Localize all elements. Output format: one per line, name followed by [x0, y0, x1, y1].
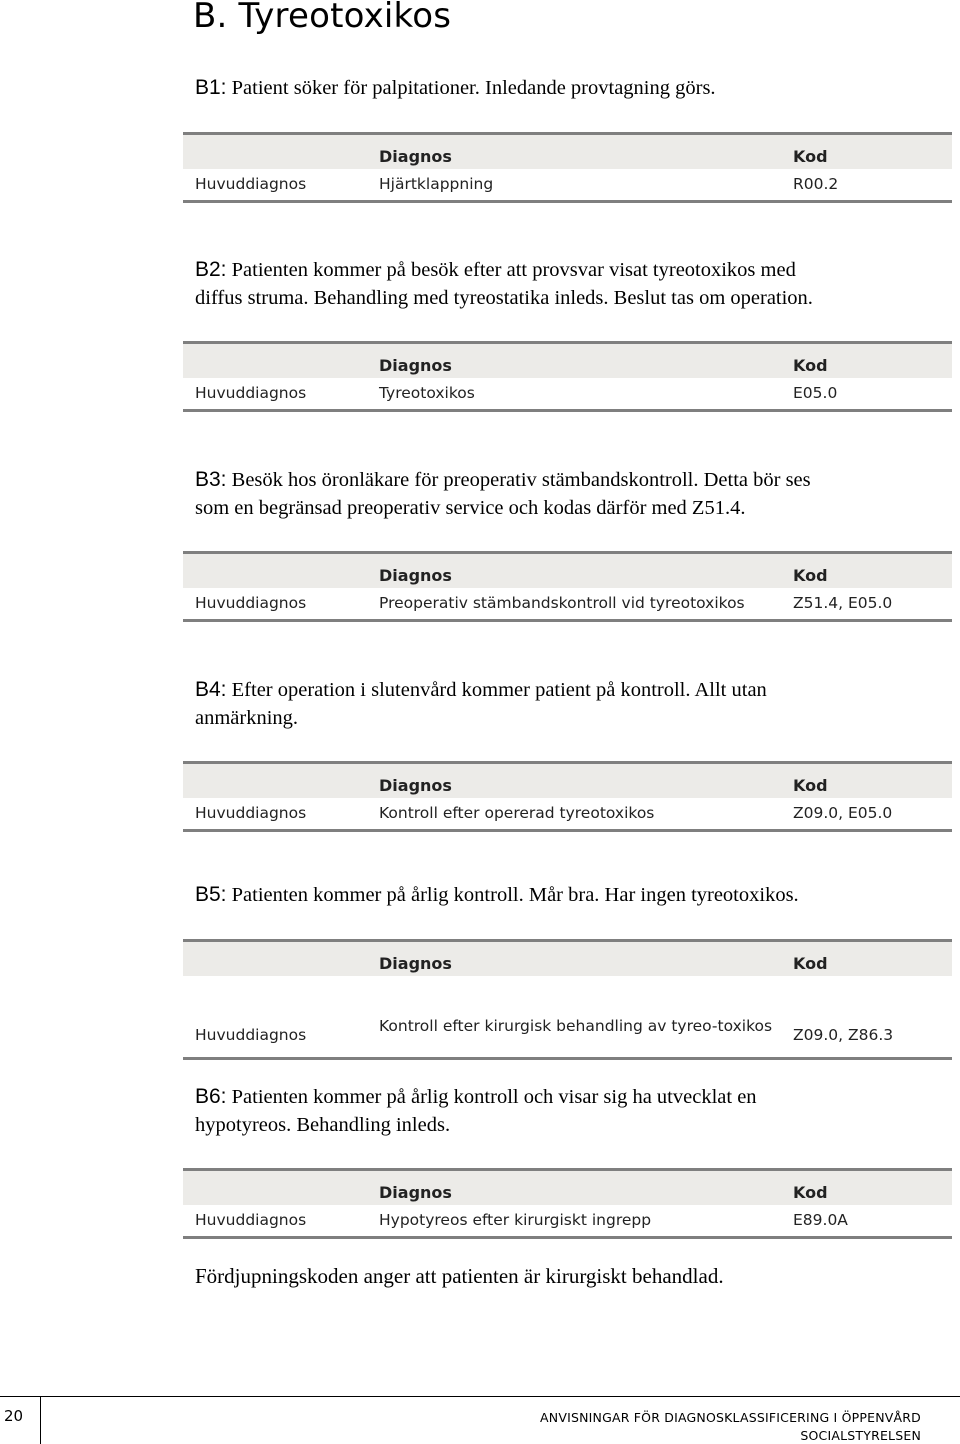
cell-type: Huvuddiagnos [195, 594, 307, 612]
cell-type: Huvuddiagnos [195, 1211, 307, 1229]
diagnosis-table-b2 [183, 341, 952, 412]
cell-diagnos: Preoperativ stämbandskontroll vid tyreotoxikos [379, 594, 745, 612]
case-text-line2: hypotyreos. Behandling inleds. [195, 1114, 451, 1136]
case-b5 [195, 881, 915, 909]
cell-kod: Z09.0, Z86.3 [793, 1026, 894, 1044]
case-text: Patienten kommer på årlig kontroll. Mår bra. Har ingen tyreotoxikos. [231, 884, 799, 906]
diagnosis-table-b3 [183, 551, 952, 622]
case-code: B6: [195, 1085, 227, 1108]
cell-diagnos: Kontroll efter kirurgisk behandling av tyreo-toxikos [379, 1017, 773, 1035]
case-text: Patient söker för palpitationer. Inledande provtagning görs. [231, 77, 716, 99]
cell-kod: Z09.0, E05.0 [793, 804, 893, 822]
footer-divider [0, 1396, 960, 1397]
header-kod: Kod [793, 566, 828, 585]
cell-diagnos: Hjärtklappning [379, 175, 494, 193]
cell-type: Huvuddiagnos [195, 804, 307, 822]
cell-kod: Z51.4, E05.0 [793, 594, 893, 612]
table-row [183, 1205, 952, 1239]
cell-type: Huvuddiagnos [195, 384, 307, 402]
table-header [183, 132, 952, 169]
table-row [183, 378, 952, 412]
table-header [183, 341, 952, 378]
footer-document-title: ANVISNINGAR FÖR DIAGNOSKLASSIFICERING I ÖPPENVÅRD [540, 1410, 921, 1425]
table-row [183, 588, 952, 622]
case-text-line1: Efter operation i slutenvård kommer patient på kontroll. Allt utan [231, 679, 767, 701]
header-diagnos: Diagnos [379, 147, 452, 166]
header-diagnos: Diagnos [379, 954, 452, 973]
case-b2 [195, 256, 915, 312]
table-header [183, 551, 952, 588]
case-b4 [195, 676, 915, 732]
case-b1 [195, 74, 915, 102]
cell-kod: R00.2 [793, 175, 839, 193]
case-b3 [195, 466, 915, 522]
header-kod: Kod [793, 954, 828, 973]
case-b6 [195, 1083, 915, 1139]
page-number: 20 [4, 1407, 24, 1425]
diagnosis-table-b6 [183, 1168, 952, 1239]
header-diagnos: Diagnos [379, 1183, 452, 1202]
header-diagnos: Diagnos [379, 776, 452, 795]
case-code: B4: [195, 678, 227, 701]
case-code: B5: [195, 883, 227, 906]
case-text-line2: anmärkning. [195, 707, 299, 729]
table-header [183, 1168, 952, 1205]
case-code: B2: [195, 258, 227, 281]
case-text-line1: Patienten kommer på besök efter att provsvar visat tyreotoxikos med [231, 259, 796, 281]
header-kod: Kod [793, 356, 828, 375]
cell-diagnos: Tyreotoxikos [379, 384, 475, 402]
cell-diagnos: Hypotyreos efter kirurgiskt ingrepp [379, 1211, 652, 1229]
footer-publisher: SOCIALSTYRELSEN [800, 1428, 921, 1443]
case-text-line2: som en begränsad preoperativ service och kodas därför med Z51.4. [195, 497, 746, 519]
header-kod: Kod [793, 1183, 828, 1202]
diagnosis-table-b5 [183, 939, 952, 1060]
page-title: B. Tyreotoxikos [193, 0, 452, 36]
table-row [183, 169, 952, 203]
cell-kod: E89.0A [793, 1211, 848, 1229]
case-text-line1: Besök hos öronläkare för preoperativ stämbandskontroll. Detta bör ses [231, 469, 811, 491]
header-diagnos: Diagnos [379, 566, 452, 585]
table-header [183, 761, 952, 798]
header-kod: Kod [793, 776, 828, 795]
cell-type: Huvuddiagnos [195, 1026, 307, 1044]
diagnosis-table-b1 [183, 132, 952, 203]
header-diagnos: Diagnos [379, 356, 452, 375]
header-kod: Kod [793, 147, 828, 166]
table-header [183, 939, 952, 976]
case-code: B1: [195, 76, 227, 99]
cell-type: Huvuddiagnos [195, 175, 307, 193]
table-row [183, 798, 952, 832]
page-number-divider [40, 1396, 41, 1444]
table-row [183, 976, 952, 1060]
case-text-line1: Patienten kommer på årlig kontroll och visar sig ha utvecklat en [231, 1086, 757, 1108]
cell-kod: E05.0 [793, 384, 838, 402]
cell-diagnos: Kontroll efter opererad tyreotoxikos [379, 804, 655, 822]
case-code: B3: [195, 468, 227, 491]
footnote-text: Fördjupningskoden anger att patienten är kirurgiskt behandlad. [195, 1264, 724, 1288]
diagnosis-table-b4 [183, 761, 952, 832]
case-text-line2: diffus struma. Behandling med tyreostatika inleds. Beslut tas om operation. [195, 287, 813, 309]
